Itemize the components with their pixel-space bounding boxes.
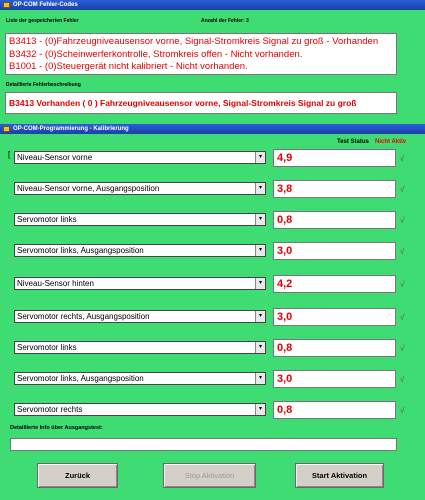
row-select[interactable]: [14, 277, 266, 290]
row-select[interactable]: [14, 310, 266, 323]
dropdown-arrow-icon[interactable]: ▾: [255, 245, 265, 256]
stop-activation-button[interactable]: Stop Aktivation: [163, 463, 256, 488]
error-list[interactable]: [5, 33, 397, 75]
kalibrierung-window-titlebar[interactable]: [0, 124, 425, 134]
row-select-label: Servomotor links, Ausgangsposition: [17, 374, 144, 383]
check-icon: √: [400, 313, 405, 322]
start-activation-button[interactable]: Start Aktivation: [295, 463, 384, 488]
row-value: 3,8: [273, 180, 396, 198]
test-status-label: Test Status: [337, 139, 369, 145]
row-value: 4,2: [273, 275, 396, 293]
fehler-window-title: OP-COM Fehler-Codes: [13, 2, 78, 8]
row-select[interactable]: [14, 244, 266, 257]
error-count-label: Anzahl der Fehler: 3: [201, 18, 249, 24]
dropdown-arrow-icon[interactable]: ▾: [255, 311, 265, 322]
info-field: [10, 438, 397, 451]
row-select-label: Niveau-Sensor vorne: [17, 153, 93, 162]
back-button[interactable]: Zurück: [37, 463, 118, 488]
info-label: Detaillierte Info über Ausgangstest:: [10, 425, 103, 431]
row-value: 3,0: [273, 308, 396, 326]
detail-description: B3413 Vorhanden ( 0 ) Fahrzeugniveausensor vorne, Signal-Stromkreis Signal zu groß: [5, 92, 397, 114]
row-select[interactable]: [14, 372, 266, 385]
row-value: 0,8: [273, 339, 396, 357]
app-icon: [3, 126, 10, 132]
app-icon: [3, 2, 10, 8]
dropdown-arrow-icon[interactable]: ▾: [255, 214, 265, 225]
row-select[interactable]: [14, 182, 266, 195]
error-list-item[interactable]: B3413 - (0)Fahrzeugniveausensor vorne, Signal-Stromkreis Signal zu groß - Vorhanden: [9, 36, 379, 47]
fehler-window-titlebar[interactable]: [0, 0, 425, 10]
check-icon: √: [400, 154, 405, 163]
error-list-label: Liste der gespeicherten Fehler: [6, 18, 79, 24]
row-select-label: Servomotor links, Ausgangsposition: [17, 246, 144, 255]
dropdown-arrow-icon[interactable]: ▾: [255, 183, 265, 194]
test-status-value: Nicht Aktiv: [375, 139, 407, 145]
row-value: 0,8: [273, 401, 396, 419]
dropdown-arrow-icon[interactable]: ▾: [255, 342, 265, 353]
error-list-item[interactable]: B3432 - (0)Scheinwerferkontrolle, Stromkreis offen - Nicht vorhanden.: [9, 48, 303, 60]
check-icon: √: [400, 247, 405, 256]
kalibrierung-window-title: OP-COM-Programmierung - Kalibrierung: [13, 126, 129, 132]
check-icon: √: [400, 344, 405, 353]
detail-label: Detaillierte Fehlerbeschreibung: [6, 82, 81, 88]
check-icon: √: [400, 216, 405, 225]
row-value: 0,8: [273, 211, 396, 229]
check-icon: √: [400, 185, 405, 194]
row-select-label: Servomotor links: [17, 215, 77, 224]
row-select[interactable]: [14, 341, 266, 354]
check-icon: √: [400, 406, 405, 415]
tick-mark: [: [8, 150, 11, 159]
row-value: 3,0: [273, 370, 396, 388]
row-select-label: Servomotor links: [17, 343, 77, 352]
row-value: 3,0: [273, 242, 396, 260]
row-select-label: Niveau-Sensor vorne, Ausgangsposition: [17, 184, 160, 193]
row-select-label: Niveau-Sensor hinten: [17, 279, 94, 288]
dropdown-arrow-icon[interactable]: ▾: [255, 404, 265, 415]
check-icon: √: [400, 375, 405, 384]
row-select[interactable]: [14, 403, 266, 416]
row-select[interactable]: [14, 213, 266, 226]
row-select[interactable]: [14, 151, 266, 164]
error-list-item[interactable]: B1001 - (0)Steuergerät nicht kalibriert - Nicht vorhanden.: [9, 61, 248, 72]
dropdown-arrow-icon[interactable]: ▾: [255, 278, 265, 289]
check-icon: √: [400, 280, 405, 289]
dropdown-arrow-icon[interactable]: ▾: [255, 152, 265, 163]
row-value: 4,9: [273, 149, 396, 167]
row-select-label: Servomotor rechts, Ausgangsposition: [17, 312, 150, 321]
dropdown-arrow-icon[interactable]: ▾: [255, 373, 265, 384]
row-select-label: Servomotor rechts: [17, 405, 83, 414]
